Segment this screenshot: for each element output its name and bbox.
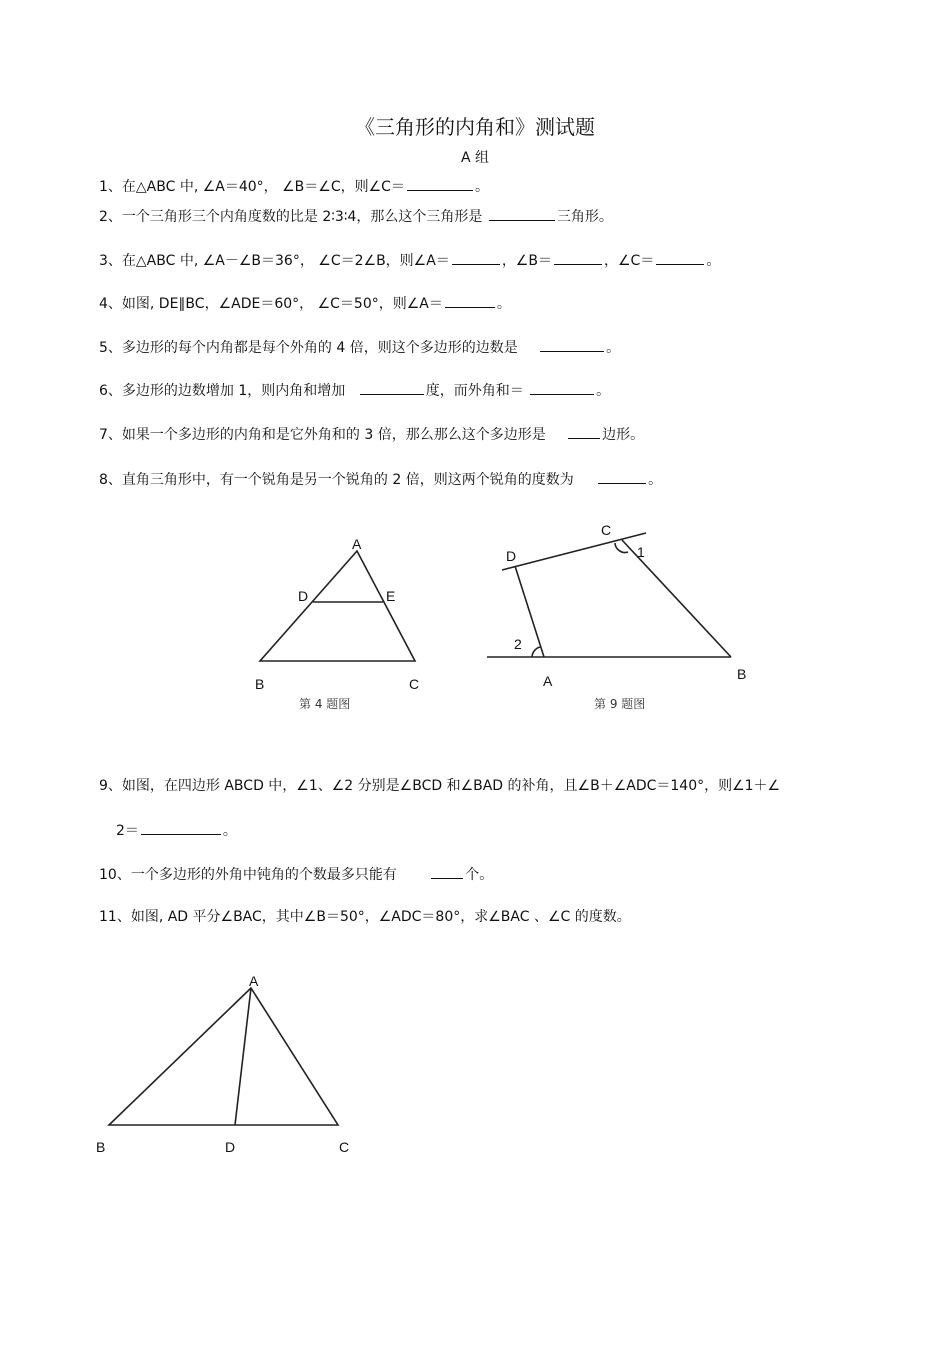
question-9: [99, 776, 780, 796]
fig4-caption: 第 4 题图: [299, 697, 351, 711]
fig4-label-d: D: [298, 588, 309, 604]
question-6-text-b: 度，而外角和＝: [425, 383, 524, 399]
question-2-end: 三角形。: [556, 209, 613, 225]
question-10-text: 10、一个多边形的外角中钝角的个数最多只能有: [99, 867, 397, 883]
question-11-text: 11、如图, AD 平分∠BAC，其中∠B＝50°，∠ADC＝80°，求∠BAC 、∠C 的度数。: [99, 909, 631, 925]
question-3-text-a: 3、在△ABC 中, ∠A－∠B＝36°， ∠C＝2∠B，则∠A＝: [99, 253, 450, 269]
fig11-label-a: A: [249, 973, 259, 989]
question-9-end: 。: [222, 823, 237, 839]
question-9-line-1: 9、如图，在四边形 ABCD 中，∠1、∠2 分别是∠BCD 和∠BAD 的补角，且∠B＋∠ADC＝140°，则∠1＋∠: [99, 778, 781, 794]
question-4-text: 4、如图, DE∥BC，∠ADE＝60°， ∠C＝50°，则∠A＝: [99, 296, 443, 312]
line-dc-extended: [502, 533, 646, 570]
question-4-end: 。: [496, 296, 511, 312]
question-2-text: 2、一个三角形三个内角度数的比是 2∶3∶4，那么这个三角形是: [99, 209, 483, 225]
question-7-end: 边形。: [602, 427, 645, 443]
question-6-end: 。: [596, 383, 611, 399]
segment-ad: [235, 988, 251, 1125]
question-1-end: 。: [474, 179, 489, 195]
figure-11: [109, 988, 338, 1125]
question-9-continued: [116, 820, 237, 841]
question-8-end: 。: [648, 472, 663, 488]
angle-2-arc: [532, 647, 540, 657]
fig9-label-1: 1: [637, 544, 645, 560]
fig11-label-c: C: [339, 1139, 350, 1155]
question-10-end: 个。: [465, 867, 494, 883]
question-8-text: 8、直角三角形中，有一个锐角是另一个锐角的 2 倍，则这两个锐角的度数为: [99, 472, 574, 488]
triangle-abc-q11: [109, 988, 338, 1125]
fig9-label-a: A: [543, 673, 553, 689]
question-5-end: 。: [606, 340, 621, 356]
answer-blank-10[interactable]: [431, 864, 463, 879]
fig11-label-b: B: [96, 1139, 106, 1155]
fig11-label-d: D: [225, 1139, 236, 1155]
fig9-caption: 第 9 题图: [594, 697, 646, 711]
figure-9: [487, 533, 731, 657]
fig4-label-a: A: [352, 536, 362, 552]
figure-4: [260, 551, 415, 661]
fig9-label-2: 2: [514, 636, 522, 652]
question-3-text-b: ，∠B＝: [501, 253, 552, 269]
triangle-abc: [260, 551, 415, 661]
question-5-text: 5、多边形的每个内角都是每个外角的 4 倍，则这个多边形的边数是: [99, 340, 518, 356]
question-9-line-2: 2＝: [116, 823, 139, 839]
question-3-text-c: ，∠C＝: [603, 253, 655, 269]
fig9-label-b: B: [737, 666, 747, 682]
question-3-end: 。: [706, 253, 721, 269]
answer-blank-9[interactable]: [141, 820, 221, 835]
question-1-text: 1、在△ABC 中, ∠A＝40°， ∠B＝∠C，则∠C＝: [99, 179, 405, 195]
question-10: [99, 864, 493, 885]
question-7-text: 7、如果一个多边形的内角和是它外角和的 3 倍，那么那么这个多边形是: [99, 427, 546, 443]
fig9-label-c: C: [601, 522, 612, 538]
fig9-label-d: D: [506, 548, 517, 564]
fig4-label-b: B: [255, 676, 265, 692]
fig4-label-c: C: [409, 676, 420, 692]
question-11: [99, 907, 631, 927]
question-6-text-a: 6、多边形的边数增加 1，则内角和增加: [99, 383, 346, 399]
fig4-label-e: E: [386, 588, 396, 604]
page-title: 《三角形的内角和》测试题: [355, 115, 595, 139]
group-heading: A 组: [460, 150, 490, 166]
